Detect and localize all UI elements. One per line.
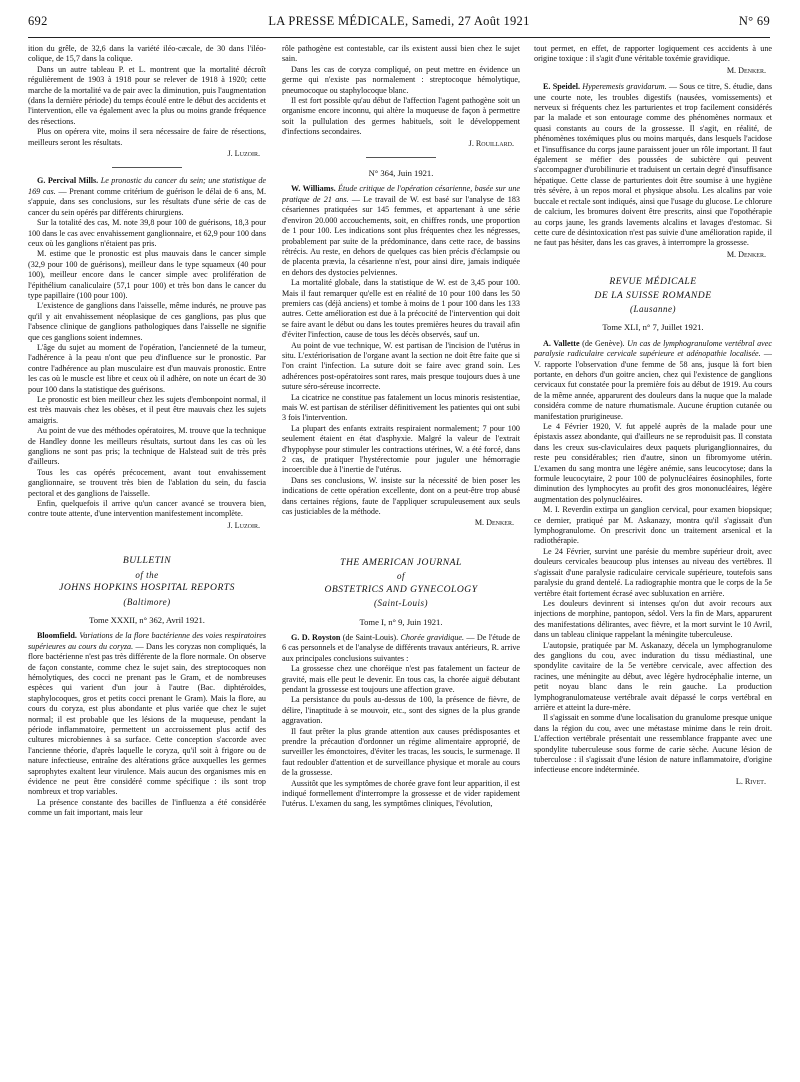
article-title: Hyperemesis gravidarum. [582,82,667,92]
article-text: — Le travail de W. est basé sur l'analyse de 183 césariennes pratiquées sur 145 femmes, et appartenant à une série d'environ 20.000 accouchements, soit, en chiffres ronds, une proportion de 1 pour 100. Les indications sont plus fréquentes chez les négresses, probablement par suite de la prédominance, dans cette race, de bassins rétrécis. Au reste, en dehors de quelques cas bien précis d'éclampsie ou de placenta prævia, la césarienne n'est, pour ainsi dire, jamais indiquée en dehors des dystocies pelviennes. [282,194,520,277]
paragraph: Aussitôt que les symptômes de chorée grave font leur apparition, il est indiqué formellement d'interrompre la grossesse et de vider rapidement l'utérus. L'examen du sang, les symptômes cliniques, l'évolution, [282,778,520,809]
article-text: — Dans les coryzas non compliqués, la flore bactérienne n'est pas très différente de la flore normale. On observe de façon constante, comme chez le sujet sain, des streptocoques non hémolytiques, des cocci ne prenant pas le Gram, et de nombreuses espèces qui varient d'un jour à l'autre (Bac. diphtéroïdes, staphylocoques, gros et petits cocci prenant le Gram). Mais la flore, au cours du coryza, est plus abondante et plus variée que chez le sujet normal; il est probable que les lésions de la muqueuse, pendant la période inflammatoire, permettent un accroissement plus actif des cultures microbiennes à sa surface. Cette conception s'accorde avec l'ancienne théorie, d'après laquelle le coryza, qu'il soit à frigore ou de nature infectieuse, entraîne des altérations grâce auxquelles les germes saprophytes exaltent leur virulence. Mais aucun des organismes mis en évidence ne peut être considéré comme spécifique : ils sont trop nombreux et trop variables. [28,641,266,797]
journal-place: (Lausanne) [630,303,676,314]
page-number: 692 [28,14,48,28]
paragraph: Au point de vue technique, W. est partisan de l'incision de l'utérus in situ. L'extériorisation de l'organe avant la section ne doit être faite que si l'on craint l'infection. La suture doit se faire avec grand soin. Les adhérences post-opératoires sont rares, mais presque toujours dues à une suture séro-séreuse incorrecte. [282,340,520,392]
journal-title: OBSTETRICS AND GYNECOLOGY [324,583,478,595]
paragraph: Enfin, quelquefois il arrive qu'un cancer avancé se trouvera bien, contre toute attente, d'une intervention manifestement incomplète. [28,499,266,519]
paragraph: La mortalité globale, dans la statistique de W. est de 3,45 pour 100. Mais il faut remarquer qu'elle est en réalité de 10 pour 100 dans les 50 premiers cas (déjà anciens) et tombe à moins de 1 pour 100 dans les 133 autres. Cette amélioration est due à la précocité de l'intervention qui doit se faire avant le début ou dans les toutes premières heures du travail afin d'éviter l'infection, cause de tous les décès observés, sauf un. [282,278,520,340]
separator [112,167,182,168]
header-rule [28,37,770,38]
paragraph: M. I. Reverdin extirpa un ganglion cervical, pour examen biopsique; ce dernier, pratiqué par M. Askanazy, montra qu'il s'agissait d'un lymphogranulome. On prescrivit donc un traitement arsenical et la radiothérapie. [534,505,772,546]
journal-title: REVUE MÉDICALE [609,276,697,288]
signature: J. Luzoir. [227,520,260,530]
journal-volume: Tome XXXII, n° 362, Avril 1921. [89,614,205,625]
paragraph: tout permet, en effet, de rapporter logiquement ces accidents à une origine toxique : il s'agit d'une véritable toxémie gravidique. [534,44,772,64]
article-title: Variations de la flore bactérienne des voies respiratoires supérieures au cours du coryza. [28,631,266,651]
paragraph: ition du grêle, de 32,6 dans la variété iléo-cæcale, de 30 dans l'iléo-colique, de 15,7 dans la colique. [28,44,266,64]
paragraph: Il faut prêter la plus grande attention aux causes prédisposantes et prendre la précaution d'ordonner un régime alimentaire approprié, de surveiller les émonctoires, d'éviter les tracas, les soucis, le surmenage. Il faut redoubler d'attention et de surveillance physique et morale au cours de la grossesse. [282,726,520,778]
paragraph: La cicatrice ne constitue pas fatalement un locus minoris resistentiae, mais W. est partisan de stériliser définitivement les patientes qui ont subi 3 fois l'intervention. [282,392,520,423]
article-text: — De l'étude de 6 cas personnels et de l'analyse de différents travaux antérieurs, R. arrive aux principales conclusions suivantes : [282,632,520,663]
paragraph: Les douleurs devinrent si intenses qu'on dut avoir recours aux injections de morphine, pantopon, sédol. Vers la fin de Mars, apparurent des manifestations délirantes, avec fièvre, et la mort survint le 10 Avril, dans un tableau clinique rappelant la méningite tuberculeuse. [534,598,772,640]
column-3 [534,44,772,1074]
journal-title: BULLETIN [122,555,172,567]
paragraph: Dans un autre tableau P. et L. montrent que la mortalité décroît régulièrement de 1903 à 1918 pour se relever de 1918 à 1920; cette marche de la mortalité va de pair avec la diminution, puis l'augmentation (dans la dernière période) du temps écoulé entre le début des accidents et l'intervention, elle va également avec la plus ou moins grande fréquence des résections. [28,64,266,126]
article-author: E. Speidel. [543,82,581,92]
paragraph: Dans ses conclusions, W. insiste sur la nécessité de bien poser les indications de cette opération excellente, dont on a peut-être trop abusé dans certaines régions, faute de l'appliquer scrupuleusement aux seuls cas justiciables de la méthode. [282,475,520,517]
article-intro [534,339,772,422]
paragraph: M. estime que le pronostic est plus mauvais dans le cancer simple (32,9 pour 100 de guérisons), meilleur dans le type squameux (40 pour 100), meilleur encore dans le cancer simple avec prolifération de l'épithélium canaliculaire (57,1 pour 100) et très bon dans le cancer du type papillaire (100 pour 100). [28,249,266,300]
paragraph: Sur la totalité des cas, M. note 39,8 pour 100 de guérisons, 18,3 pour 100 dans le cas avec envahissement ganglionnaire, et 62,9 pour 100 dans ceux où les ganglions n'étaient pas pris. [28,218,266,248]
issue-number: N° 69 [738,14,770,28]
article-title: Le pronostic du cancer du sein; une statistique de 169 cas. [28,176,266,196]
paragraph: La persistance du pouls au-dessus de 100, la présence de fièvre, de délire, l'inaptitude à se mouvoir, etc., sont des signes de la plus grande aggravation. [282,695,520,726]
running-title: LA PRESSE MÉDICALE, Samedi, 27 Août 1921 [268,14,530,28]
paragraph: Le pronostic est bien meilleur chez les sujets d'embonpoint normal, il est très mauvais chez les obèses, et il peut être mauvais chez les sujets amaigris. [28,395,266,425]
article-text: — Prenant comme critérium de guérison le délai de 6 ans, M. s'appuie, dans ses conclusions, sur les résultats d'une série de cas de cancer du sein opérés par différents chirurgiens. [28,186,266,217]
article-author: Bloomfield. [37,631,77,641]
article-location: (de Genève). [582,338,625,348]
journal-place: (Saint-Louis) [373,598,428,609]
journal-title: JOHNS HOPKINS HOSPITAL REPORTS [59,582,235,594]
paragraph: L'existence de ganglions dans l'aisselle, même indurés, ne prouve pas qu'il y ait envahissement néoplasique de ces ganglions, pas plus que l'absence clinique de ganglions pathologiques dans l'aisselle ne signifie que ces ganglions soient indemnes. [28,301,266,342]
article-author: G. Percival Mills. [37,176,99,186]
column-1 [28,44,266,1074]
signature: M. Denker. [474,518,514,528]
article-title: Chorée gravidique. [400,632,465,642]
article-location: (de Saint-Louis). [342,632,399,642]
signature: M. Denker. [726,65,766,75]
paragraph: L'âge du sujet au moment de l'opération, l'ancienneté de la tumeur, l'adhérence à la peau n'ont que peu d'influence sur le pronostic. Par contre l'adhérence au plan musculaire est d'un mauvais pronostic. Entre les cas où le muscle est libre et ceux où il adhère, on note un écart de 30 pour 100 dans la statistique des guérisons. [28,342,266,394]
article-title: Un cas de lymphogranulome vertébral avec paralysie radiculaire cervicale supérieure et adénopathie localisée. [534,338,772,359]
separator [366,157,436,158]
paragraph: rôle pathogène est contestable, car ils existent aussi bien chez le sujet sain. [282,44,520,64]
article-author: A. Vallette [543,338,580,348]
paragraph: L'autopsie, pratiquée par M. Askanazy, décela un lymphogranulome des ganglions du cou, avec induration du tissu médiastinal, une spondylite cavitaire de la 5e vertèbre cervicale, avec affection des racines, une méningite au début, avec légère hydrocéphalie interne, un petit noyau blanc dans le rein gauche. La production lymphogranulomateuse vertébrale avait dépassé le corps vertébral en arrière et atteint la dure-mère. [534,640,772,712]
journal-volume: Tome XLI, n° 7, Juillet 1921. [602,322,704,333]
signature: J. Luzoir. [227,149,260,159]
signature: J. Rouillard. [468,138,514,148]
paragraph: Dans les cas de coryza compliqué, on peut mettre en évidence un germe qui n'existe pas normalement : streptocoque hémolytique, pneumocoque ou staphylocoque blanc. [282,64,520,95]
article-author: G. D. Royston [291,632,341,642]
article-text: — Sous ce titre, S. étudie, dans une courte note, les troubles digestifs (nausées, vomissements) et nerveux si fréquents chez les parturientes et trop facilement considérés par la malade et son entourage comme des phénomènes normaux et quasi constants au cours de la grossesse. Il s'agit, en réalité, de phénomènes toxémiques plus ou moins marqués, dans lesquels l'acidose et l'insuffisance du corps jaune paraissent jouer un rôle important. Il faut également se méfier des poussées de subictère qui peuvent s'accompagner d'urobilinurie et traduisent un certain degré d'insuffisance hépatique. Cette classe de parturientes doit être soumise à une hygiène très sévère, à un repos moral et physique absolu. Les alcalins par voie buccale et rectale sont indiqués, ainsi que l'usage du glucose. Le chlorure de calcium, les bromures doivent être prescrits, ainsi que l'opothérapie au corps jaune, les grands lavements alcalins et lavages d'estomac. Si cette cure de désintoxication n'est pas suivie d'une amélioration rapide, il ne faut pas hésiter, dans les cas graves, à interrompre la grossesse. [534,82,772,248]
column-2 [282,44,520,1074]
signature: M. Denker. [726,249,766,259]
article-title: Étude critique de l'opération césarienne, basée sur une pratique de 21 ans. [282,184,520,204]
paragraph: Le 4 Février 1920, V. fut appelé auprès de la malade pour une épistaxis assez abondante, qui d'ailleurs ne se reproduisit pas. Il constata dans les creux sus-claviculaires deux paquets pluriganglionnaires, du reste peu considérables; rien d'autre, sinon un fibromyome utérin. L'examen du sang montra une légère anémie, sans leucocytose; dans la formule leucocytaire, 2 pour 100 de polynucléaires éosinophiles, forte diminution des lymphocytes au profit des gros mononucléaires, légère augmentation des polynucléaires. [534,422,772,504]
journal-title: DE LA SUISSE ROMANDE [594,289,712,301]
paragraph: Il s'agissait en somme d'une localisation du granulome presque unique dans la région du cou, avec une métastase minime dans le rein droit. L'affection vertébrale présentait une ressemblance frappante avec une spondylite tuberculeuse sous forme de carie sèche. Aucune lésion de tuberculose : il s'agissait d'une lésion de nature inflammatoire, d'origine infectieuse encore indéterminée. [534,713,772,775]
article-intro [28,176,266,218]
paragraph: Le 24 Février, survint une parésie du membre supérieur droit, avec douleurs cervicales beaucoup plus intenses au niveau des vertèbres. Il s'agissait d'une paralysie radiculaire cervicale supérieure, toutefois sans paralysie du grand dentelé. La radiographie montra que le corps de la 5e vertèbre était fortement écrasé avec subluxation en arrière. [534,546,772,598]
page-header [28,14,770,36]
paragraph: Il est fort possible qu'au début de l'affection l'agent pathogène soit un organisme encore inconnu, qui altère la muqueuse de façon à permettre soit la pullulation des germes habituels, soit le développement d'infections secondaires. [282,96,520,137]
paragraph: La plupart des enfants extraits respiraient normalement; 7 pour 100 seulement étaient en état d'asphyxie. Malgré la valeur de l'extrait d'hypophyse pour stimuler les contractions utérines, W. a été forcé, dans 2 cas, de pratiquer l'hystérectomie pour juguler une hémorragie incoercible due à l'inertie de l'utérus. [282,423,520,475]
signature: L. Rivet. [735,776,766,786]
article-intro [282,184,520,278]
journal-volume: Tome I, n° 9, Juin 1921. [359,616,443,627]
journal-title: of [396,571,405,582]
journal-title: THE AMERICAN JOURNAL [340,556,462,568]
journal-place: (Baltimore) [123,596,171,607]
paragraph: Au point de vue des méthodes opératoires, M. trouve que la technique de Handley donne les meilleurs résultats, surtout dans les cas où les ganglions ne sont pas pris; la technique de Halstead suit de très près d'ailleurs. [28,426,266,467]
paragraph: Plus on opérera vite, moins il sera nécessaire de faire de résections, meilleurs seront les résultats. [28,127,266,147]
article-author: W. Williams. [291,184,336,194]
paragraph: Tous les cas opérés précocement, avant tout envahissement ganglionnaire, se trouvent très bien de l'ablation du sein, du fascia pectoral et des ganglions de l'aisselle. [28,467,266,498]
article-text: — V. rapporte l'observation d'une femme de 58 ans, jusque là fort bien portante, en dehors d'un goitre ancien, chez qui l'existence de ganglions cervicaux fut constatée pour la première fois au début de 1919. Au cours de la même année, apparurent des douleurs dans la nuque que la malade considéra comme de nature rhumatismale. Aucune éruption cutanée ou manifestation prurigineuse. [534,349,772,421]
article-intro [534,82,772,249]
article-intro [28,631,266,798]
journal-title: of the [135,569,159,580]
article-intro [282,633,520,664]
paragraph: La grossesse chez une choréique n'est pas fatalement un facteur de gravité, mais elle peut le devenir. En tous cas, la chorée aiguë débutant pendant la grossesse est toujours une affection grave. [282,664,520,694]
issue-heading: N° 364, Juin 1921. [368,168,434,179]
paragraph: La présence constante des bacilles de l'influenza a été considérée comme un fait important, mais leur [28,797,266,818]
